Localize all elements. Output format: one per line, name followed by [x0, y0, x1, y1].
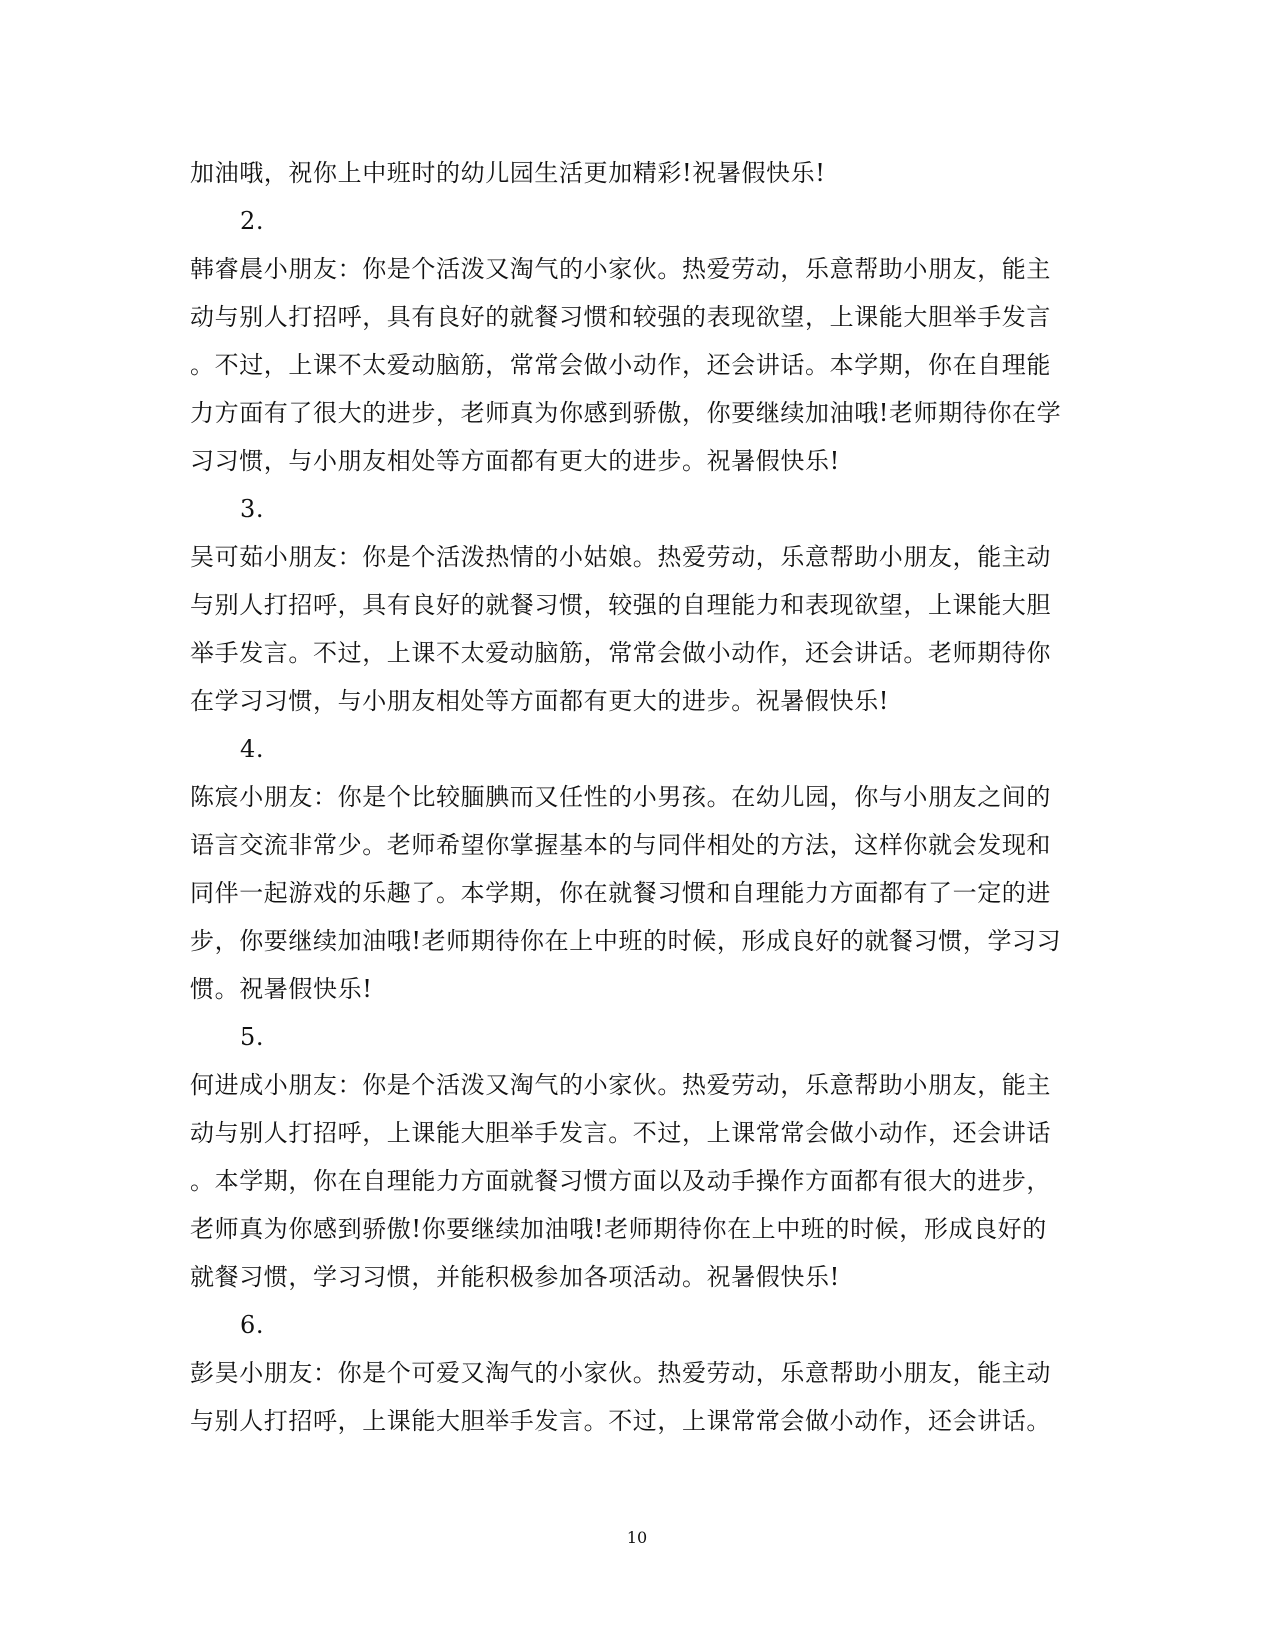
item-number: 5. [240, 1023, 265, 1051]
text-line: 。不过，上课不太爱动脑筋，常常会做小动作，还会讲话。本学期，你在自理能 [190, 351, 1051, 379]
text-line: 动与别人打招呼，上课能大胆举手发言。不过，上课常常会做小动作，还会讲话 [190, 1119, 1051, 1147]
text-line: 同伴一起游戏的乐趣了。本学期，你在就餐习惯和自理能力方面都有了一定的进 [190, 879, 1051, 907]
text-line: 老师真为你感到骄傲!你要继续加油哦!老师期待你在上中班的时候，形成良好的 [190, 1215, 1047, 1243]
item-number: 3. [240, 495, 265, 523]
text-line: 惯。祝暑假快乐! [190, 975, 373, 1003]
text-line: 习习惯，与小朋友相处等方面都有更大的进步。祝暑假快乐! [190, 447, 840, 475]
text-line: 。本学期，你在自理能力方面就餐习惯方面以及动手操作方面都有很大的进步， [190, 1167, 1051, 1195]
text-line: 就餐习惯，学习习惯，并能积极参加各项活动。祝暑假快乐! [190, 1263, 840, 1291]
text-line: 举手发言。不过，上课不太爱动脑筋，常常会做小动作，还会讲话。老师期待你 [190, 639, 1051, 667]
item-number: 2. [240, 207, 265, 235]
text-line: 语言交流非常少。老师希望你掌握基本的与同伴相处的方法，这样你就会发现和 [190, 831, 1051, 859]
page-number: 10 [626, 1528, 648, 1547]
text-line: 与别人打招呼，上课能大胆举手发言。不过，上课常常会做小动作，还会讲话。 [190, 1407, 1051, 1435]
item-number: 6. [240, 1311, 265, 1339]
text-line: 在学习习惯，与小朋友相处等方面都有更大的进步。祝暑假快乐! [190, 687, 890, 715]
text-line: 吴可茹小朋友：你是个活泼热情的小姑娘。热爱劳动，乐意帮助小朋友，能主动 [190, 543, 1051, 571]
text-line: 加油哦，祝你上中班时的幼儿园生活更加精彩!祝暑假快乐! [190, 159, 826, 187]
text-line: 与别人打招呼，具有良好的就餐习惯，较强的自理能力和表现欲望，上课能大胆 [190, 591, 1051, 619]
text-line: 韩睿晨小朋友：你是个活泼又淘气的小家伙。热爱劳动，乐意帮助小朋友，能主 [190, 255, 1051, 283]
text-line: 步，你要继续加油哦!老师期待你在上中班的时候，形成良好的就餐习惯，学习习 [190, 927, 1062, 955]
text-line: 动与别人打招呼，具有良好的就餐习惯和较强的表现欲望，上课能大胆举手发言 [190, 303, 1051, 331]
text-line: 何进成小朋友：你是个活泼又淘气的小家伙。热爱劳动，乐意帮助小朋友，能主 [190, 1071, 1051, 1099]
text-line: 彭昊小朋友：你是个可爱又淘气的小家伙。热爱劳动，乐意帮助小朋友，能主动 [190, 1359, 1051, 1387]
item-number: 4. [240, 735, 265, 763]
text-line: 陈宸小朋友：你是个比较腼腆而又任性的小男孩。在幼儿园，你与小朋友之间的 [190, 783, 1051, 811]
text-line: 力方面有了很大的进步，老师真为你感到骄傲，你要继续加油哦!老师期待你在学 [190, 399, 1062, 427]
